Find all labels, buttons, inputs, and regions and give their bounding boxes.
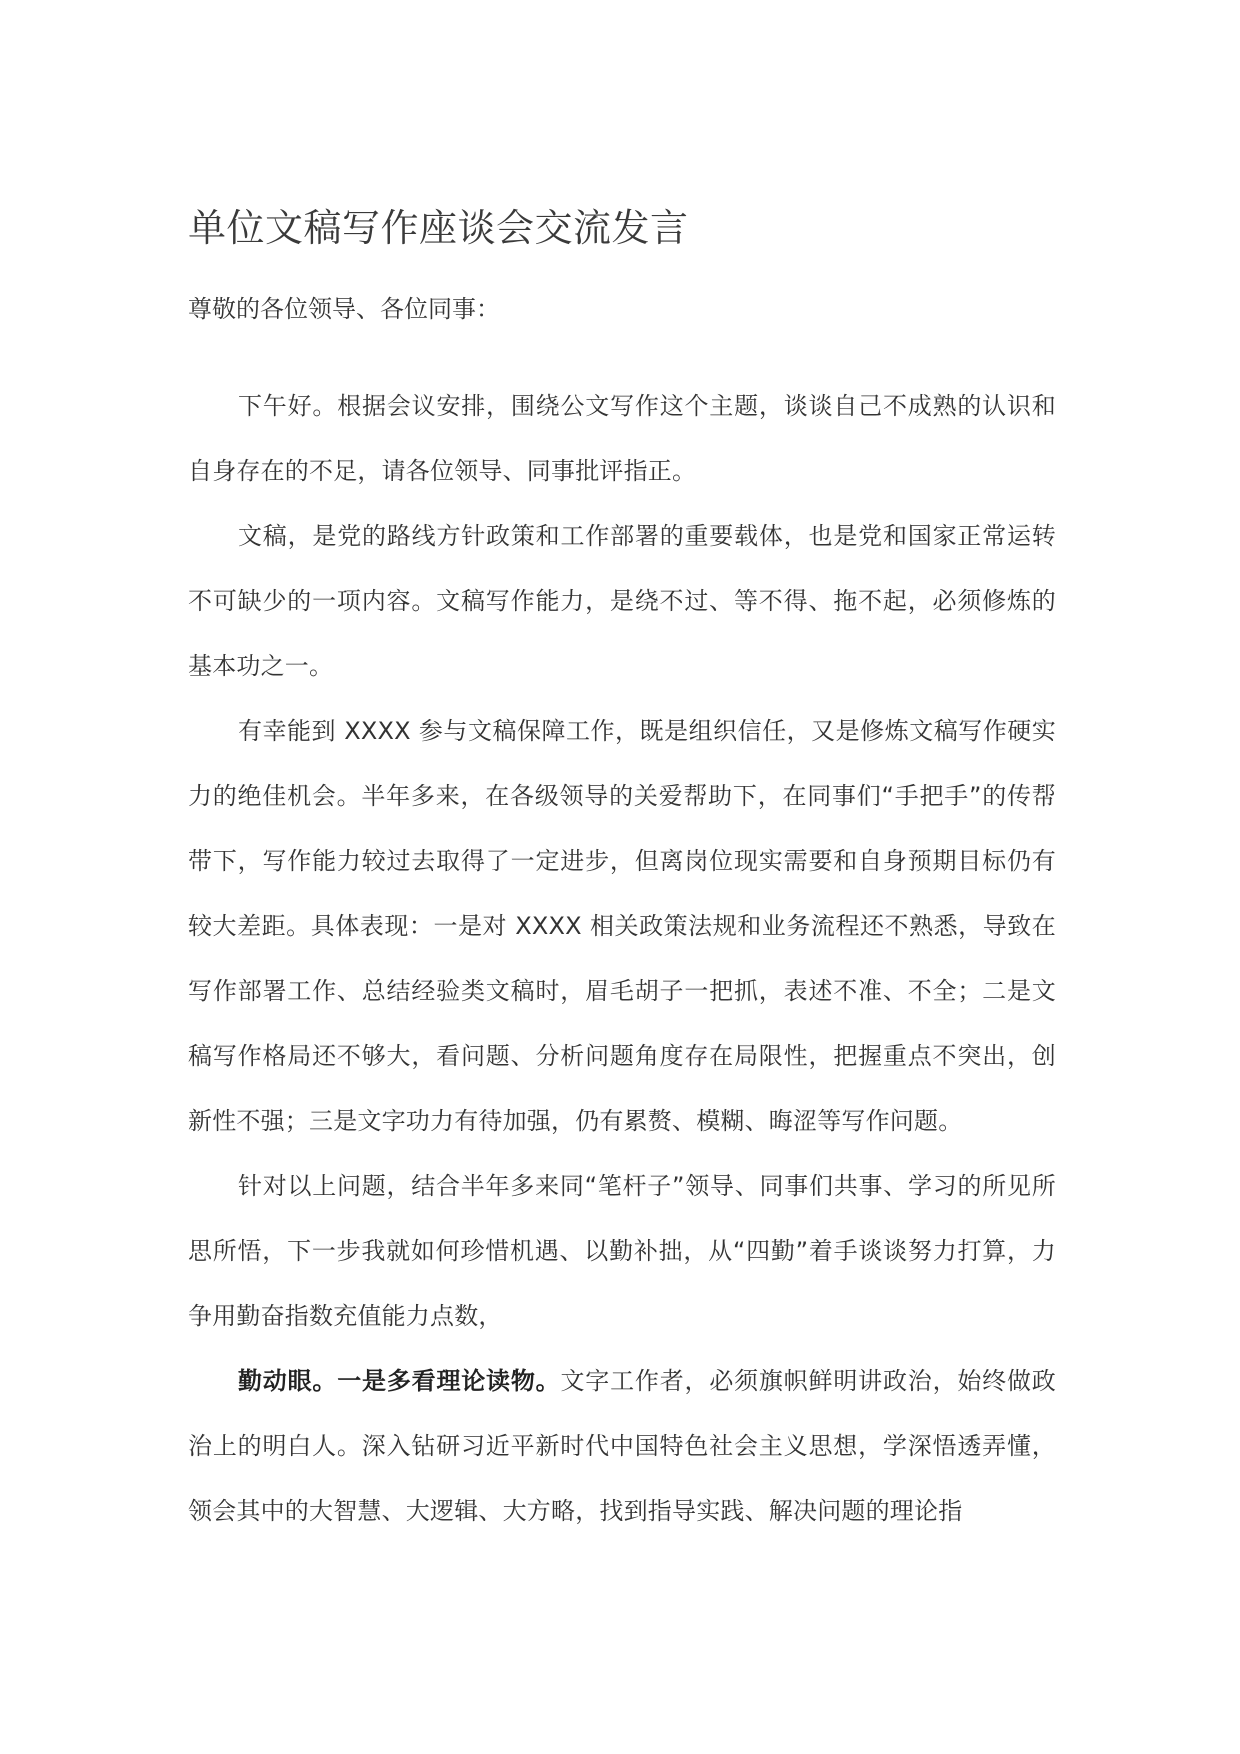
paragraph-diligent-eyes [188, 1349, 1056, 1544]
document-page [188, 200, 1056, 1544]
document-title: 单位文稿写作座谈会交流发言 [188, 206, 689, 250]
paragraph-greeting: 下午好。根据会议安排，围绕公文写作这个主题，谈谈自己不成熟的认识和自身存在的不足，请各位领导、同事批评指正。 [188, 392, 1056, 485]
paragraph-plan: 针对以上问题，结合半年多来同“笔杆子”领导、同事们共事、学习的所见所思所悟，下一步我就如何珍惜机遇、以勤补拙，从“四勤”着手谈谈努力打算，力争用勤奋指数充值能力点数， [188, 1172, 1056, 1330]
paragraph-self-assessment: 有幸能到 XXXX 参与文稿保障工作，既是组织信任，又是修炼文稿写作硬实力的绝佳机会。半年多来，在各级领导的关爱帮助下，在同事们“手把手”的传帮带下，写作能力较过去取得了一定进步，但离岗位现实需要和自身预期目标仍有较大差距。具体表现：一是对 XXXX 相关政策法规和业务流程还不熟悉，导致在写作部署工作、总结经验类文稿时，眉毛胡子一把抓，表述不准、不全；二是文稿写作格局还不够大，看问题、分析问题角度存在局限性，把握重点不突出，创新性不强；三是文字功力有待加强，仍有累赘、模糊、晦涩等写作问题。 [188, 717, 1056, 1135]
paragraph-importance: 文稿，是党的路线方针政策和工作部署的重要载体，也是党和国家正常运转不可缺少的一项内容。文稿写作能力，是绕不过、等不得、拖不起，必须修炼的基本功之一。 [188, 522, 1056, 680]
salutation: 尊敬的各位领导、各位同事： [188, 295, 500, 323]
section-heading-bold: 勤动眼。一是多看理论读物。 [238, 1367, 561, 1395]
paragraph-text: 文字工作者，必须旗帜鲜明讲政治，始终做政治上的明白人。深入钻研习近平新时代中国特色社会主义思想，学深悟透弄懂，领会其中的大智慧、大逻辑、大方略，找到指导实践、解决问题的理论指 [188, 1367, 1056, 1525]
